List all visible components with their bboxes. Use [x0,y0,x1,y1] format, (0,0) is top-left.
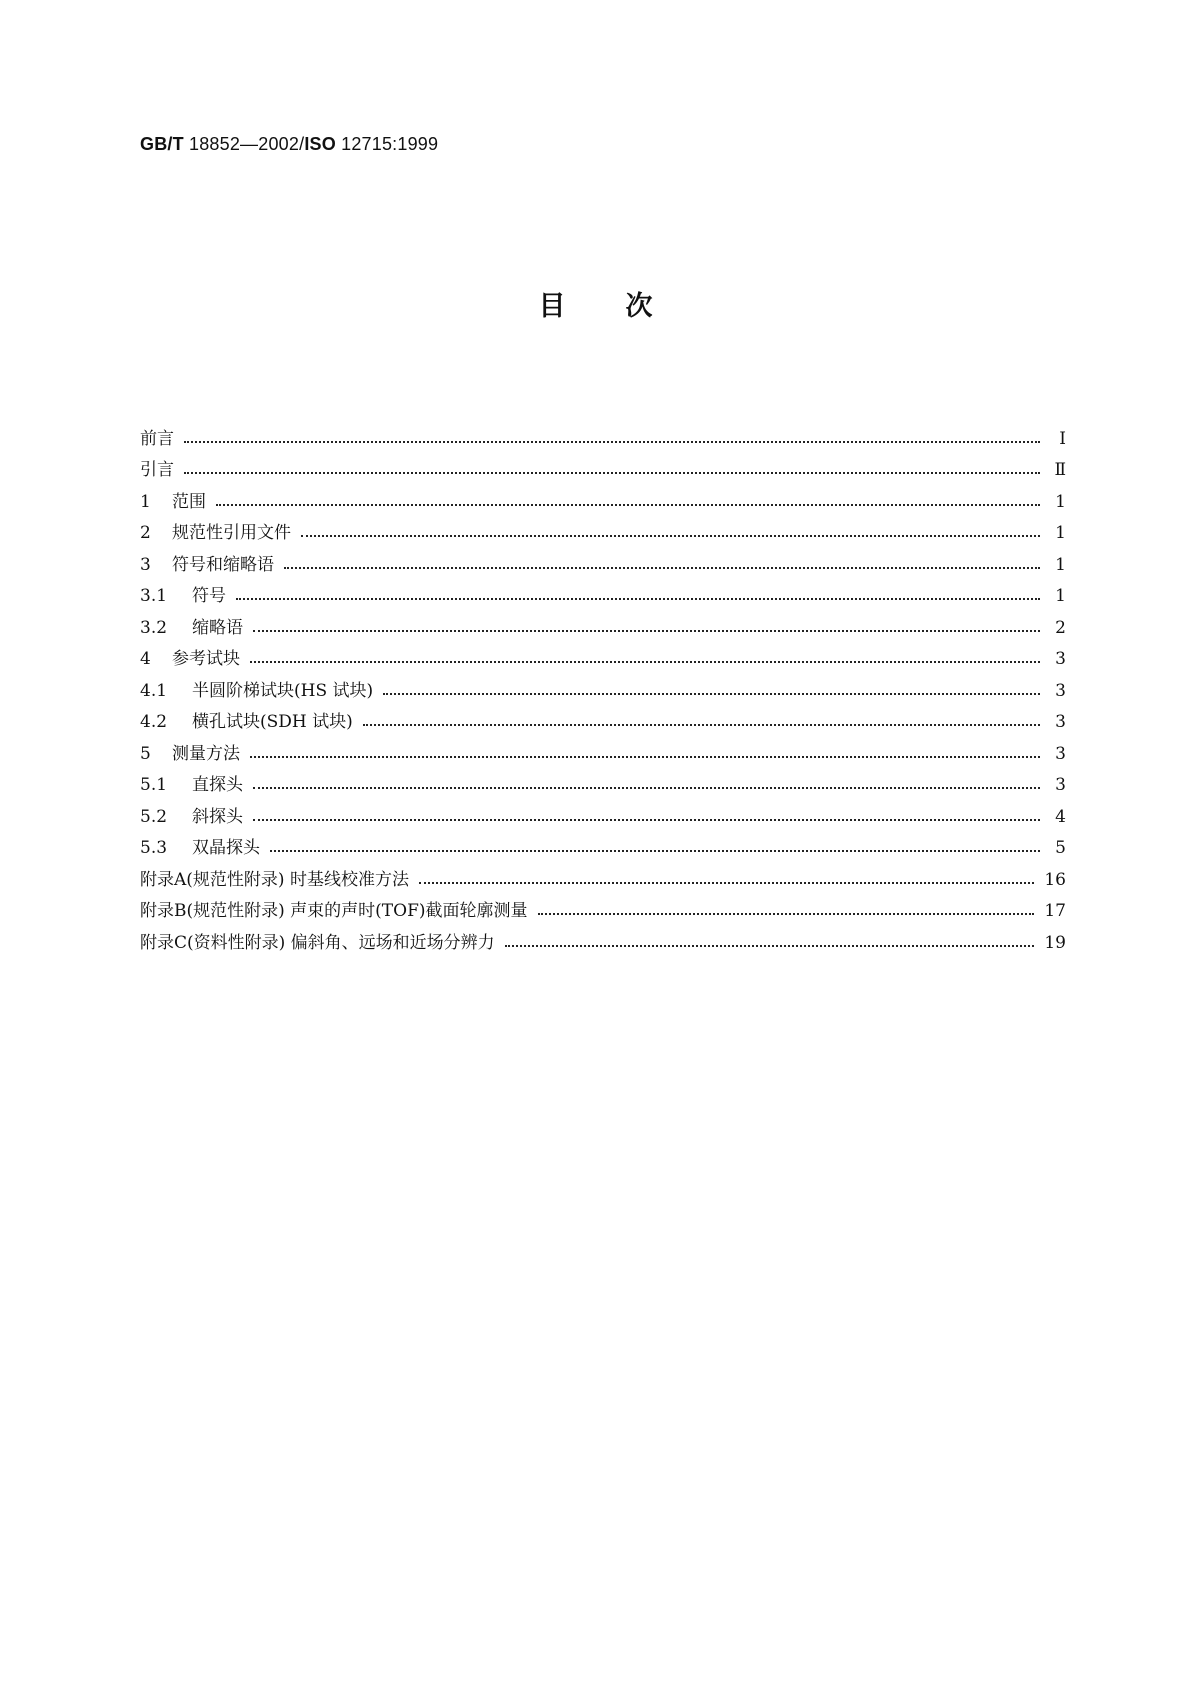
toc-entry-page: 19 [1044,932,1066,953]
toc-entry[interactable] [140,668,1066,700]
toc-entry-page: 1 [1055,523,1066,543]
document-code [140,134,438,155]
toc-entry[interactable] [140,889,1066,921]
toc-entry[interactable] [140,448,1066,480]
toc-entry-page: 3 [1055,712,1066,732]
iso-number: 12715:1999 [341,134,439,154]
toc-entry-number: 3.2 [140,617,168,638]
toc-entry[interactable] [140,574,1066,606]
toc-entry-label: 参考试块 [172,649,240,669]
toc-entry-page: Ⅰ [1059,428,1066,449]
toc-entry-number: 1 [140,491,151,512]
toc-dot-leader [505,945,1035,947]
toc-entry-label: 符号 [192,586,226,606]
standard-prefix: GB/T [140,134,184,154]
iso-prefix: ISO [304,134,336,154]
toc-entry-page: 1 [1055,586,1066,606]
toc-entry-number: 2 [140,523,151,543]
toc-entry-page: 3 [1055,743,1066,764]
toc-entry-number: 4.1 [140,680,168,701]
toc-dot-leader [216,504,1040,506]
toc-entry[interactable] [140,700,1066,732]
toc-dot-leader [184,441,1040,443]
toc-entry-label: 双晶探头 [192,838,260,858]
toc-entry-label: 直探头 [192,775,243,795]
toc-entry-label: 引言 [140,460,174,480]
toc-entry-number: 4.2 [140,712,168,732]
toc-dot-leader [301,535,1040,537]
toc-entry-number: 4 [140,649,151,669]
toc-entry[interactable] [140,605,1066,637]
toc-entry-page: 3 [1055,775,1066,795]
toc-entry-label: 横孔试块(SDH 试块) [192,712,353,732]
toc-entry-number: 5.2 [140,806,168,827]
toc-dot-leader [538,913,1035,915]
toc-entry[interactable] [140,637,1066,669]
toc-dot-leader [383,693,1040,695]
toc-dot-leader [184,472,1040,474]
toc-entry[interactable] [140,920,1066,952]
toc-entry-page: 16 [1044,869,1066,890]
toc-entry-page: 3 [1055,649,1066,669]
toc-dot-leader [253,787,1040,789]
toc-dot-leader [236,598,1040,600]
toc-entry-label: 测量方法 [172,743,240,764]
page-title: 目次 [538,291,713,322]
toc-dot-leader [363,724,1040,726]
toc-entry-number: 5.3 [140,838,168,858]
toc-entry-page: 17 [1044,901,1066,921]
toc-entry-label: 缩略语 [192,617,243,638]
toc-dot-leader [250,756,1040,758]
toc-entry[interactable] [140,794,1066,826]
toc-entry[interactable] [140,479,1066,511]
toc-dot-leader [419,882,1034,884]
toc-entry-label: 前言 [140,428,174,449]
toc-entry[interactable] [140,826,1066,858]
toc-entry-page: 3 [1055,680,1066,701]
toc-entry-label: 附录C(资料性附录) 偏斜角、远场和近场分辨力 [140,932,495,953]
toc-entry-number: 3 [140,554,151,575]
toc-entry-number: 3.1 [140,586,168,606]
toc-dot-leader [253,630,1040,632]
toc-entry-label: 附录B(规范性附录) 声束的声时(TOF)截面轮廓测量 [140,901,528,921]
toc-entry[interactable] [140,857,1066,889]
toc-entry-label: 范围 [172,491,206,512]
standard-number: 18852—2002/ [189,134,305,154]
toc-dot-leader [253,819,1040,821]
toc-entry-label: 附录A(规范性附录) 时基线校准方法 [140,869,409,890]
toc-entry[interactable] [140,416,1066,448]
toc-entry-number: 5.1 [140,775,168,795]
toc-dot-leader [284,567,1040,569]
toc-entry-page: 5 [1055,838,1066,858]
toc-entry-page: Ⅱ [1054,460,1066,480]
toc-dot-leader [270,850,1040,852]
toc-entry-number: 5 [140,743,151,764]
toc-entry-label: 半圆阶梯试块(HS 试块) [192,680,374,701]
toc-entry-page: 2 [1055,617,1066,638]
toc-entry[interactable] [140,542,1066,574]
toc-entry[interactable] [140,731,1066,763]
toc-entry-page: 1 [1055,491,1066,512]
toc-entry[interactable] [140,511,1066,543]
toc-entry-label: 斜探头 [192,806,243,827]
toc-dot-leader [250,661,1040,663]
toc-entry-label: 符号和缩略语 [172,554,274,575]
toc-entry-page: 1 [1055,554,1066,575]
toc-entry-page: 4 [1055,806,1066,827]
table-of-contents [140,416,1066,952]
toc-entry-label: 规范性引用文件 [172,523,291,543]
toc-entry[interactable] [140,763,1066,795]
